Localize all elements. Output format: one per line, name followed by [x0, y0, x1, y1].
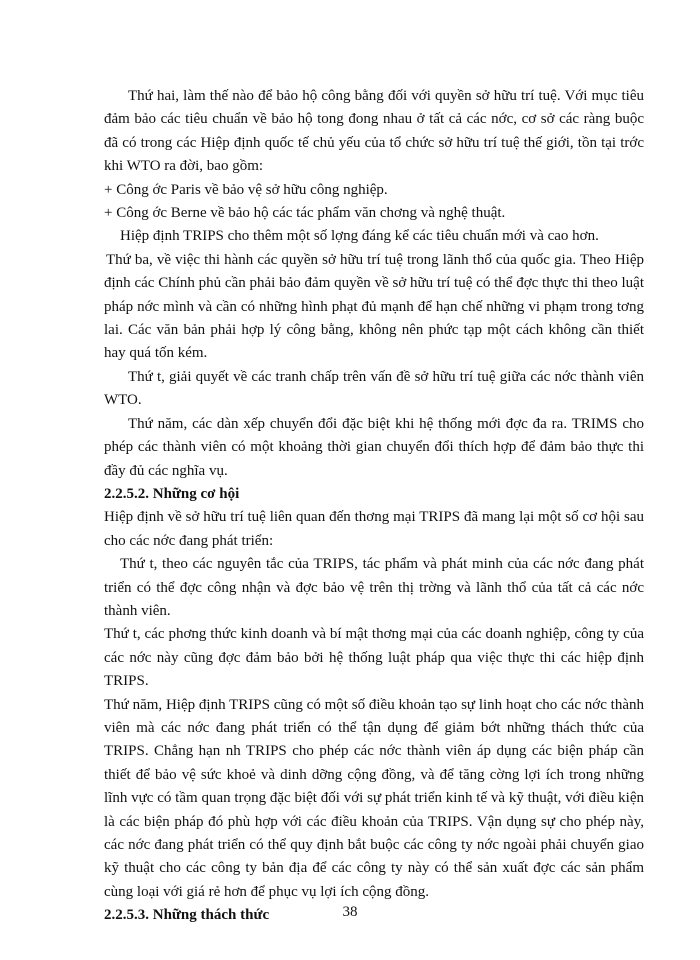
- page-body: [104, 85, 644, 928]
- para-thu-tu: Thứ t, giải quyết về các tranh chấp trên vấn đề sở hữu trí tuệ giữa các nớc thành viên WTO.: [104, 368, 644, 409]
- para-opp-thu-t: Thứ t, theo các nguyên tắc của TRIPS, tác phẩm và phát minh của các nớc đang phát triển có thể đợc công nhận và đợc bảo vệ trên thị trờng và lãnh thổ của tất cả các nớc thành viên.: [104, 556, 644, 619]
- para-thu-ba: Thứ ba, về việc thi hành các quyền sở hữu trí tuệ trong lãnh thổ của quốc gia. Theo Hiệp định các Chính phủ cần phải bảo đảm quyền về sở hữu trí tuệ có thể đợc thực thi theo luật pháp nớc mình và cần có những hình phạt đủ mạnh để hạn chế những vi phạm trong tơng lai. Các văn bản phải hợp lý công bằng, không nên phức tạp một cách không cần thiết hay quá tốn kém.: [104, 251, 644, 362]
- list-item-paris: + Công ớc Paris về bảo vệ sở hữu công nghiệp.: [104, 181, 388, 198]
- heading-challenges: 2.2.5.3. Những thách thức: [104, 907, 270, 924]
- para-opp-thu-t-2: Thứ t, các phơng thức kinh doanh và bí mật thơng mại của các doanh nghiệp, công ty của các nớc này cũng đợc đảm bảo bởi hệ thống luật pháp qua việc thực thi các hiệp định TRIPS.: [104, 626, 644, 690]
- para-opportunities-intro: Hiệp định về sở hữu trí tuệ liên quan đến thơng mại TRIPS đã mang lại một số cơ hội sau cho các nớc đang phát triển:: [104, 509, 644, 549]
- para-opp-thu-nam: Thứ năm, Hiệp định TRIPS cũng có một số điều khoản tạo sự linh hoạt cho các nớc thành viên mà các nớc đang phát triển có thể tận dụng để giảm bớt những thách thức của TRIPS. Chẳng hạn nh TRIPS cho phép các nớc thành viên áp dụng các biện pháp cần thiết để bảo vệ sức khoẻ và dinh dỡng cộng đồng, và để tăng cờng lợi ích trong những lĩnh vực có tầm quan trọng đặc biệt đối với sự phát triển kinh tế và kỹ thuật, với điều kiện là các biện pháp đó phù hợp với các điều khoản của TRIPS. Vận dụng sự cho phép này, các nớc đang phát triển có thể quy định bắt buộc các công ty nớc ngoài phải chuyển giao kỹ thuật cho các công ty bản địa để các công ty này có thể sản xuất đợc các sản phẩm cùng loại với giá rẻ hơn để phục vụ lợi ích cộng đồng.: [104, 696, 644, 900]
- para-trips-standards: Hiệp định TRIPS cho thêm một số lợng đáng kể các tiêu chuẩn mới và cao hơn.: [120, 228, 599, 245]
- page-number: 38: [342, 904, 358, 920]
- para-thu-nam: Thứ năm, các dàn xếp chuyển đổi đặc biệt khi hệ thống mới đợc đa ra. TRIMS cho phép các thành viên có một khoảng thời gian chuyển đổi thích hợp để đảm bảo thực thi đầy đủ các nghĩa vụ.: [104, 415, 644, 479]
- para-thu-hai: Thứ hai, làm thế nào để bảo hộ công bằng đối với quyền sở hữu trí tuệ. Với mục tiêu đảm bảo các tiêu chuẩn về bảo hộ tong đong nhau ở tất cả các nớc, cơ sở các ràng buộc đã có trong các Hiệp định quốc tế chủ yếu của tổ chức sở hữu trí tuệ thế giới, tồn tại trớc khi WTO ra đời, bao gồm:: [104, 88, 644, 175]
- list-item-berne: + Công ớc Berne về bảo hộ các tác phẩm văn chơng và nghệ thuật.: [104, 205, 506, 222]
- heading-opportunities: 2.2.5.2. Những cơ hội: [104, 485, 240, 502]
